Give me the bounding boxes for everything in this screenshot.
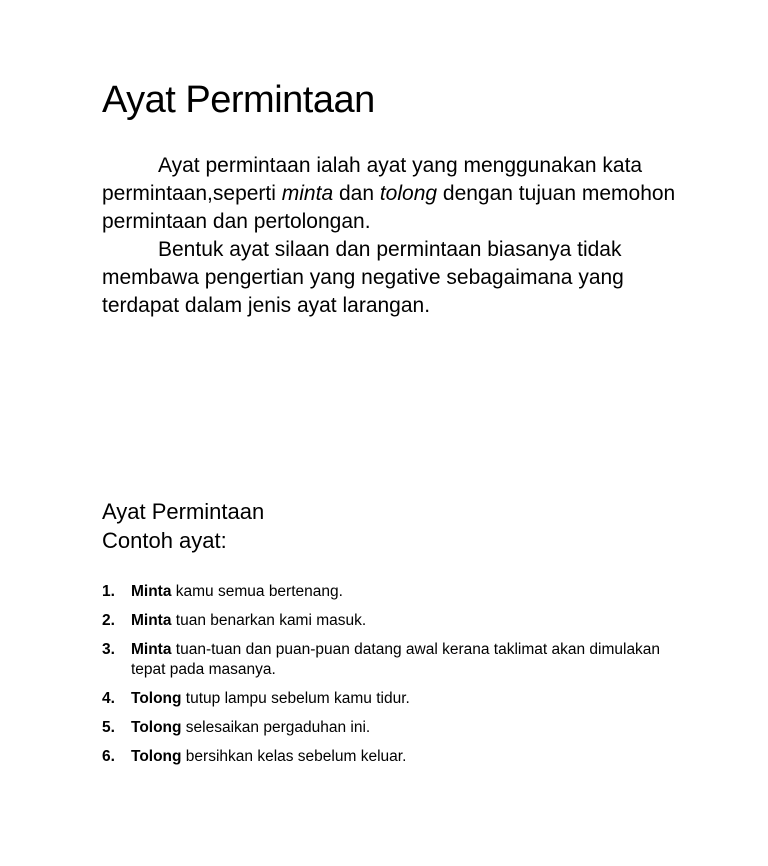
keyword-tolong: tolong — [379, 182, 438, 205]
list-number: 6. — [102, 748, 115, 765]
explanation-text: Bentuk ayat silaan dan permintaan biasanya tidak membawa pengertian yang negative sebagaimana yang terdapat dalam jenis ayat larangan. — [102, 238, 624, 317]
list-item — [102, 718, 682, 738]
paragraph-indent — [102, 154, 158, 177]
slide-title: Ayat Permintaan — [102, 79, 375, 121]
explanation-paragraph — [102, 236, 702, 320]
list-number: 4. — [102, 690, 115, 707]
list-item — [102, 689, 682, 709]
list-number: 3. — [102, 641, 115, 658]
list-keyword: Minta — [131, 612, 172, 629]
list-keyword: Tolong — [131, 748, 182, 765]
list-text: kamu semua bertenang. — [171, 583, 343, 600]
list-keyword: Minta — [131, 583, 172, 600]
list-item — [102, 640, 682, 680]
list-item — [102, 747, 682, 767]
examples-heading-line1: Ayat Permintaan — [102, 499, 265, 524]
paragraph-indent — [102, 238, 158, 261]
examples-heading-line2: Contoh ayat: — [102, 528, 227, 553]
list-number: 5. — [102, 719, 115, 736]
list-keyword: Tolong — [131, 690, 182, 707]
definition-text-end: dengan tujuan memohon permintaan dan pertolongan. — [102, 182, 676, 233]
example-list — [102, 582, 682, 776]
list-item — [102, 582, 682, 602]
definition-text-start: Ayat permintaan ialah ayat yang menggunakan kata permintaan,seperti — [102, 154, 643, 205]
list-text: tuan benarkan kami masuk. — [171, 612, 367, 629]
list-keyword: Minta — [131, 641, 172, 658]
list-item — [102, 611, 682, 631]
definition-paragraph — [102, 152, 702, 236]
list-text: selesaikan pergaduhan ini. — [181, 719, 371, 736]
keyword-minta: minta — [281, 182, 334, 205]
list-number: 2. — [102, 612, 115, 629]
examples-heading — [102, 497, 264, 555]
list-number: 1. — [102, 583, 115, 600]
list-keyword: Tolong — [131, 719, 182, 736]
list-text: bersihkan kelas sebelum keluar. — [181, 748, 407, 765]
definition-text-mid: dan — [333, 182, 380, 205]
list-text: tutup lampu sebelum kamu tidur. — [181, 690, 410, 707]
list-text: tuan-tuan dan puan-puan datang awal kerana taklimat akan dimulakan tepat pada masanya. — [131, 641, 661, 678]
